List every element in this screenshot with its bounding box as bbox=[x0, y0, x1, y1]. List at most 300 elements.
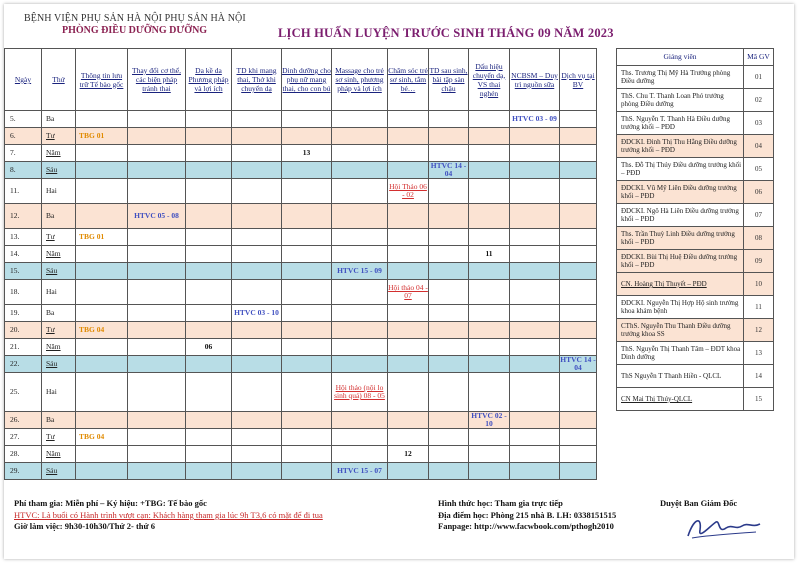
teacher-row bbox=[617, 342, 774, 365]
teacher-header-code: Mã GV bbox=[744, 49, 774, 66]
empty-cell bbox=[332, 305, 388, 322]
empty-cell bbox=[76, 162, 128, 179]
empty-cell bbox=[186, 179, 232, 204]
teacher-code: 05 bbox=[744, 158, 774, 181]
schedule-row bbox=[5, 246, 597, 263]
schedule-row bbox=[5, 204, 597, 229]
empty-cell bbox=[76, 446, 128, 463]
schedule-row bbox=[5, 305, 597, 322]
day-cell: 22. bbox=[5, 356, 42, 373]
empty-cell bbox=[469, 373, 510, 412]
empty-cell bbox=[429, 305, 469, 322]
column-header: TD khi mang thai, Thở khi chuyển dạ bbox=[232, 49, 282, 111]
empty-cell bbox=[388, 339, 429, 356]
teacher-code: 14 bbox=[744, 365, 774, 388]
empty-cell bbox=[282, 128, 332, 145]
teacher-row bbox=[617, 66, 774, 89]
empty-cell bbox=[76, 373, 128, 412]
empty-cell bbox=[128, 339, 186, 356]
weekday-cell: Ba bbox=[42, 204, 76, 229]
empty-cell bbox=[469, 356, 510, 373]
session-cell: HTVC 14 - 04 bbox=[560, 355, 596, 372]
teacher-row bbox=[617, 296, 774, 319]
teacher-body bbox=[617, 66, 774, 411]
empty-cell bbox=[186, 373, 232, 412]
schedule-header-row bbox=[5, 49, 597, 111]
empty-cell bbox=[232, 111, 282, 128]
schedule-row bbox=[5, 463, 597, 480]
empty-cell bbox=[388, 229, 429, 246]
weekday-cell: Năm bbox=[42, 446, 76, 463]
empty-cell bbox=[429, 280, 469, 305]
empty-cell bbox=[282, 246, 332, 263]
day-cell: 5. bbox=[5, 111, 42, 128]
empty-cell bbox=[560, 429, 597, 446]
teacher-row bbox=[617, 388, 774, 411]
empty-cell bbox=[332, 280, 388, 305]
teacher-name: ThS. Nguyễn Thị Thanh Tâm – ĐDT khoa Dinh dưỡng bbox=[617, 342, 744, 365]
column-header: Thay đổi cơ thể, các biện pháp tránh thai bbox=[128, 49, 186, 111]
weekday-cell: Năm bbox=[42, 145, 76, 162]
empty-cell bbox=[469, 305, 510, 322]
empty-cell bbox=[186, 204, 232, 229]
teacher-name: ĐDCKI. Bùi Thị Huệ Điều dưỡng trưởng khối – PĐD bbox=[617, 250, 744, 273]
weekday-cell: Tư bbox=[42, 128, 76, 145]
session-cell: TBG 01 bbox=[76, 229, 128, 246]
empty-cell bbox=[429, 463, 469, 480]
empty-cell bbox=[232, 162, 282, 179]
teacher-name: ĐDCKI. Đinh Thị Thu Hằng Điều dưỡng trưởng khối – PĐD bbox=[617, 135, 744, 158]
column-header: Massage cho trẻ sơ sinh, phương pháp và lợi ích bbox=[332, 49, 388, 111]
teacher-name: Ths. Trần Thuỳ Linh Điều dưỡng trưởng khối – PĐD bbox=[617, 227, 744, 250]
department-name: PHÒNG ĐIỀU DƯỠNG DƯỠNG bbox=[62, 25, 208, 36]
teacher-code: 11 bbox=[744, 296, 774, 319]
teacher-row bbox=[617, 158, 774, 181]
empty-cell bbox=[510, 412, 560, 429]
teacher-name: Ths. Đỗ Thị Thúy Điều dưỡng trưởng khối – PĐD bbox=[617, 158, 744, 181]
empty-cell bbox=[469, 179, 510, 204]
empty-cell bbox=[510, 339, 560, 356]
teacher-name: ThS. Nguyễn T. Thanh Hà Điều dưỡng trưởng khối – PĐD bbox=[617, 112, 744, 135]
weekday-cell: Ba bbox=[42, 305, 76, 322]
teacher-name: ThS Nguyễn T Thanh Hiền - QLCL bbox=[617, 365, 744, 388]
session-cell: TBG 04 bbox=[76, 429, 128, 446]
empty-cell bbox=[469, 280, 510, 305]
empty-cell bbox=[560, 412, 597, 429]
schedule-body bbox=[5, 111, 597, 480]
weekday-cell: Sáu bbox=[42, 463, 76, 480]
teacher-row bbox=[617, 181, 774, 204]
empty-cell bbox=[388, 162, 429, 179]
empty-cell bbox=[282, 229, 332, 246]
empty-cell bbox=[332, 128, 388, 145]
teacher-name: ĐDCKI. Ngô Hà Liên Điều dưỡng trưởng khối – PĐD bbox=[617, 204, 744, 227]
day-cell: 28. bbox=[5, 446, 42, 463]
day-cell: 26. bbox=[5, 412, 42, 429]
schedule-row bbox=[5, 373, 597, 412]
empty-cell bbox=[388, 263, 429, 280]
empty-cell bbox=[510, 179, 560, 204]
empty-cell bbox=[186, 463, 232, 480]
weekday-cell: Hai bbox=[42, 179, 76, 204]
empty-cell bbox=[510, 280, 560, 305]
empty-cell bbox=[232, 128, 282, 145]
empty-cell bbox=[128, 446, 186, 463]
schedule-row bbox=[5, 128, 597, 145]
empty-cell bbox=[282, 412, 332, 429]
teacher-code: 06 bbox=[744, 181, 774, 204]
empty-cell bbox=[429, 263, 469, 280]
teacher-code: 03 bbox=[744, 112, 774, 135]
empty-cell bbox=[332, 246, 388, 263]
empty-cell bbox=[560, 179, 597, 204]
teacher-code: 10 bbox=[744, 273, 774, 296]
empty-cell bbox=[232, 463, 282, 480]
empty-cell bbox=[186, 412, 232, 429]
empty-cell bbox=[76, 179, 128, 204]
teacher-code: 13 bbox=[744, 342, 774, 365]
teacher-row bbox=[617, 227, 774, 250]
empty-cell bbox=[469, 322, 510, 339]
teacher-code: 12 bbox=[744, 319, 774, 342]
column-header: Ngày bbox=[5, 49, 42, 111]
teacher-code: 04 bbox=[744, 135, 774, 158]
empty-cell bbox=[560, 128, 597, 145]
empty-cell bbox=[232, 204, 282, 229]
empty-cell bbox=[76, 263, 128, 280]
empty-cell bbox=[429, 179, 469, 204]
session-cell: 13 bbox=[282, 145, 332, 162]
schedule-row bbox=[5, 179, 597, 204]
empty-cell bbox=[332, 204, 388, 229]
empty-cell bbox=[128, 128, 186, 145]
empty-cell bbox=[282, 111, 332, 128]
teacher-row bbox=[617, 204, 774, 227]
session-cell: 12 bbox=[388, 446, 429, 463]
footer-approval: Duyệt Ban Giám Đốc bbox=[660, 498, 738, 508]
signature-icon bbox=[680, 508, 770, 544]
empty-cell bbox=[332, 162, 388, 179]
empty-cell bbox=[332, 446, 388, 463]
empty-cell bbox=[232, 446, 282, 463]
schedule-row bbox=[5, 412, 597, 429]
empty-cell bbox=[282, 446, 332, 463]
empty-cell bbox=[76, 280, 128, 305]
footer-location: Địa điểm học: Phòng 215 nhà B. LH: 0338151515 bbox=[438, 510, 617, 520]
empty-cell bbox=[560, 305, 597, 322]
day-cell: 14. bbox=[5, 246, 42, 263]
empty-cell bbox=[469, 263, 510, 280]
empty-cell bbox=[560, 339, 597, 356]
empty-cell bbox=[469, 463, 510, 480]
column-header: Da kề da Phương pháp và lợi ích bbox=[186, 49, 232, 111]
teacher-row bbox=[617, 250, 774, 273]
empty-cell bbox=[510, 356, 560, 373]
empty-cell bbox=[510, 373, 560, 412]
empty-cell bbox=[332, 322, 388, 339]
empty-cell bbox=[76, 412, 128, 429]
empty-cell bbox=[232, 339, 282, 356]
teacher-name: Ths. Trương Thị Mỹ Hà Trưởng phòng Điều dưỡng bbox=[617, 66, 744, 89]
empty-cell bbox=[388, 145, 429, 162]
empty-cell bbox=[429, 429, 469, 446]
schedule-row bbox=[5, 356, 597, 373]
weekday-cell: Tư bbox=[42, 229, 76, 246]
teacher-row bbox=[617, 273, 774, 296]
empty-cell bbox=[76, 111, 128, 128]
session-cell: HTVC 15 - 09 bbox=[332, 263, 388, 280]
empty-cell bbox=[469, 204, 510, 229]
column-header: TD sau sinh, bài tập sàn chậu bbox=[429, 49, 469, 111]
empty-cell bbox=[510, 429, 560, 446]
session-cell: Hội Thảo 06 - 02 bbox=[388, 179, 429, 204]
empty-cell bbox=[282, 263, 332, 280]
empty-cell bbox=[128, 429, 186, 446]
empty-cell bbox=[282, 179, 332, 204]
empty-cell bbox=[429, 229, 469, 246]
teacher-code: 01 bbox=[744, 66, 774, 89]
footer-hours: Giờ làm việc: 9h30-10h30/Thứ 2- thứ 6 bbox=[14, 521, 155, 531]
weekday-cell: Năm bbox=[42, 339, 76, 356]
weekday-cell: Ba bbox=[42, 412, 76, 429]
empty-cell bbox=[232, 429, 282, 446]
day-cell: 13. bbox=[5, 229, 42, 246]
empty-cell bbox=[332, 179, 388, 204]
schedule-row bbox=[5, 229, 597, 246]
empty-cell bbox=[510, 162, 560, 179]
session-cell: HTVC 15 - 07 bbox=[332, 463, 388, 480]
empty-cell bbox=[282, 429, 332, 446]
column-header: Dinh dưỡng cho phụ nữ mang thai, cho con bú bbox=[282, 49, 332, 111]
schedule-row bbox=[5, 145, 597, 162]
empty-cell bbox=[510, 229, 560, 246]
session-cell: TBG 04 bbox=[76, 322, 128, 339]
empty-cell bbox=[469, 111, 510, 128]
empty-cell bbox=[332, 429, 388, 446]
empty-cell bbox=[282, 463, 332, 480]
session-cell: 06 bbox=[186, 339, 232, 356]
day-cell: 29. bbox=[5, 463, 42, 480]
weekday-cell: Hai bbox=[42, 280, 76, 305]
empty-cell bbox=[76, 204, 128, 229]
teacher-code: 02 bbox=[744, 89, 774, 112]
empty-cell bbox=[128, 322, 186, 339]
empty-cell bbox=[128, 145, 186, 162]
empty-cell bbox=[510, 463, 560, 480]
teacher-row bbox=[617, 89, 774, 112]
empty-cell bbox=[186, 280, 232, 305]
empty-cell bbox=[186, 128, 232, 145]
empty-cell bbox=[232, 356, 282, 373]
empty-cell bbox=[128, 280, 186, 305]
empty-cell bbox=[510, 128, 560, 145]
teacher-code: 09 bbox=[744, 250, 774, 273]
empty-cell bbox=[186, 111, 232, 128]
session-cell: HTVC 02 - 10 bbox=[469, 412, 510, 429]
footer-fanpage[interactable]: Fanpage: http://www.facwbook.com/pthogh2010 bbox=[438, 521, 614, 531]
empty-cell bbox=[429, 322, 469, 339]
empty-cell bbox=[388, 322, 429, 339]
day-cell: 7. bbox=[5, 145, 42, 162]
empty-cell bbox=[560, 263, 597, 280]
empty-cell bbox=[232, 246, 282, 263]
empty-cell bbox=[469, 128, 510, 145]
empty-cell bbox=[560, 229, 597, 246]
empty-cell bbox=[469, 339, 510, 356]
empty-cell bbox=[128, 356, 186, 373]
empty-cell bbox=[510, 446, 560, 463]
teacher-code: 15 bbox=[744, 388, 774, 411]
empty-cell bbox=[332, 111, 388, 128]
empty-cell bbox=[560, 280, 597, 305]
empty-cell bbox=[510, 305, 560, 322]
empty-cell bbox=[186, 229, 232, 246]
empty-cell bbox=[388, 373, 429, 412]
day-cell: 27. bbox=[5, 429, 42, 446]
day-cell: 18. bbox=[5, 280, 42, 305]
schedule-row bbox=[5, 111, 597, 128]
schedule-row bbox=[5, 339, 597, 356]
schedule-row bbox=[5, 162, 597, 179]
teacher-name: ĐDCKI. Nguyễn Thị Hợp Hộ sinh trưởng khoa khám bệnh bbox=[617, 296, 744, 319]
empty-cell bbox=[510, 145, 560, 162]
empty-cell bbox=[232, 412, 282, 429]
empty-cell bbox=[429, 246, 469, 263]
schedule-row bbox=[5, 280, 597, 305]
empty-cell bbox=[282, 356, 332, 373]
empty-cell bbox=[282, 373, 332, 412]
schedule-table bbox=[4, 48, 597, 480]
empty-cell bbox=[469, 162, 510, 179]
empty-cell bbox=[388, 412, 429, 429]
empty-cell bbox=[186, 305, 232, 322]
empty-cell bbox=[128, 179, 186, 204]
empty-cell bbox=[128, 373, 186, 412]
teacher-row bbox=[617, 112, 774, 135]
schedule-row bbox=[5, 322, 597, 339]
teacher-code: 07 bbox=[744, 204, 774, 227]
weekday-cell: Sáu bbox=[42, 356, 76, 373]
teacher-name: ĐDCKI. Vũ Mỹ Liên Điều dưỡng trưởng khối – PĐD bbox=[617, 181, 744, 204]
empty-cell bbox=[429, 339, 469, 356]
empty-cell bbox=[388, 463, 429, 480]
weekday-cell: Tư bbox=[42, 322, 76, 339]
empty-cell bbox=[186, 162, 232, 179]
empty-cell bbox=[232, 179, 282, 204]
schedule-row bbox=[5, 263, 597, 280]
column-header: Dấu hiệu chuyển dạ, VS thai nghén bbox=[469, 49, 510, 111]
teacher-header-row bbox=[617, 49, 774, 66]
weekday-cell: Sáu bbox=[42, 162, 76, 179]
empty-cell bbox=[186, 429, 232, 446]
empty-cell bbox=[560, 145, 597, 162]
column-header: Thứ bbox=[42, 49, 76, 111]
column-header: NCBSM – Duy trì nguồn sữa bbox=[510, 49, 560, 111]
empty-cell bbox=[388, 111, 429, 128]
day-cell: 20. bbox=[5, 322, 42, 339]
teacher-name: CN. Hoàng Thị Thuyết – PĐD bbox=[617, 273, 744, 296]
empty-cell bbox=[560, 446, 597, 463]
column-header: Dịch vụ tại BV bbox=[560, 49, 597, 111]
empty-cell bbox=[186, 263, 232, 280]
empty-cell bbox=[128, 305, 186, 322]
empty-cell bbox=[510, 263, 560, 280]
empty-cell bbox=[429, 356, 469, 373]
empty-cell bbox=[76, 339, 128, 356]
day-cell: 8. bbox=[5, 162, 42, 179]
empty-cell bbox=[560, 463, 597, 480]
footer-htvc-note: HTVC: Là buổi có Hành trình vượt cạn: Khách hàng tham gia lúc 9h T3,6 có mặt để đi tua bbox=[14, 510, 323, 520]
empty-cell bbox=[332, 339, 388, 356]
empty-cell bbox=[128, 463, 186, 480]
teacher-row bbox=[617, 319, 774, 342]
empty-cell bbox=[560, 322, 597, 339]
empty-cell bbox=[560, 204, 597, 229]
column-header: Chăm sóc trẻ sơ sinh, tắm bé… bbox=[388, 49, 429, 111]
empty-cell bbox=[76, 246, 128, 263]
empty-cell bbox=[232, 229, 282, 246]
day-cell: 12. bbox=[5, 204, 42, 229]
empty-cell bbox=[388, 246, 429, 263]
day-cell: 19. bbox=[5, 305, 42, 322]
empty-cell bbox=[232, 263, 282, 280]
hospital-name: BỆNH VIỆN PHỤ SẢN HÀ NỘI PHỤ SẢN HÀ NỘI bbox=[24, 13, 246, 24]
empty-cell bbox=[388, 356, 429, 373]
day-cell: 6. bbox=[5, 128, 42, 145]
empty-cell bbox=[388, 429, 429, 446]
empty-cell bbox=[429, 145, 469, 162]
day-cell: 15. bbox=[5, 263, 42, 280]
empty-cell bbox=[282, 305, 332, 322]
empty-cell bbox=[388, 128, 429, 145]
empty-cell bbox=[469, 229, 510, 246]
empty-cell bbox=[128, 229, 186, 246]
empty-cell bbox=[282, 280, 332, 305]
empty-cell bbox=[186, 446, 232, 463]
teacher-row bbox=[617, 135, 774, 158]
empty-cell bbox=[232, 280, 282, 305]
teacher-code: 08 bbox=[744, 227, 774, 250]
empty-cell bbox=[469, 145, 510, 162]
empty-cell bbox=[186, 356, 232, 373]
empty-cell bbox=[429, 204, 469, 229]
empty-cell bbox=[332, 229, 388, 246]
empty-cell bbox=[510, 246, 560, 263]
empty-cell bbox=[429, 373, 469, 412]
empty-cell bbox=[282, 204, 332, 229]
empty-cell bbox=[388, 305, 429, 322]
session-cell: TBG 01 bbox=[76, 128, 128, 145]
column-header: Thông tin lưu trữ Tế bào gốc bbox=[76, 49, 128, 111]
teacher-row bbox=[617, 365, 774, 388]
empty-cell bbox=[560, 373, 597, 412]
session-cell: HTVC 05 - 08 bbox=[128, 204, 186, 229]
empty-cell bbox=[332, 356, 388, 373]
session-cell: HTVC 14 - 04 bbox=[429, 162, 469, 179]
empty-cell bbox=[469, 429, 510, 446]
footer-format: Hình thức học: Tham gia trực tiếp bbox=[438, 498, 563, 508]
session-cell: 11 bbox=[469, 246, 510, 263]
empty-cell bbox=[186, 145, 232, 162]
empty-cell bbox=[332, 412, 388, 429]
teacher-table bbox=[616, 48, 774, 411]
empty-cell bbox=[429, 111, 469, 128]
empty-cell bbox=[388, 204, 429, 229]
weekday-cell: Năm bbox=[42, 246, 76, 263]
empty-cell bbox=[560, 162, 597, 179]
empty-cell bbox=[282, 322, 332, 339]
weekday-cell: Tư bbox=[42, 429, 76, 446]
